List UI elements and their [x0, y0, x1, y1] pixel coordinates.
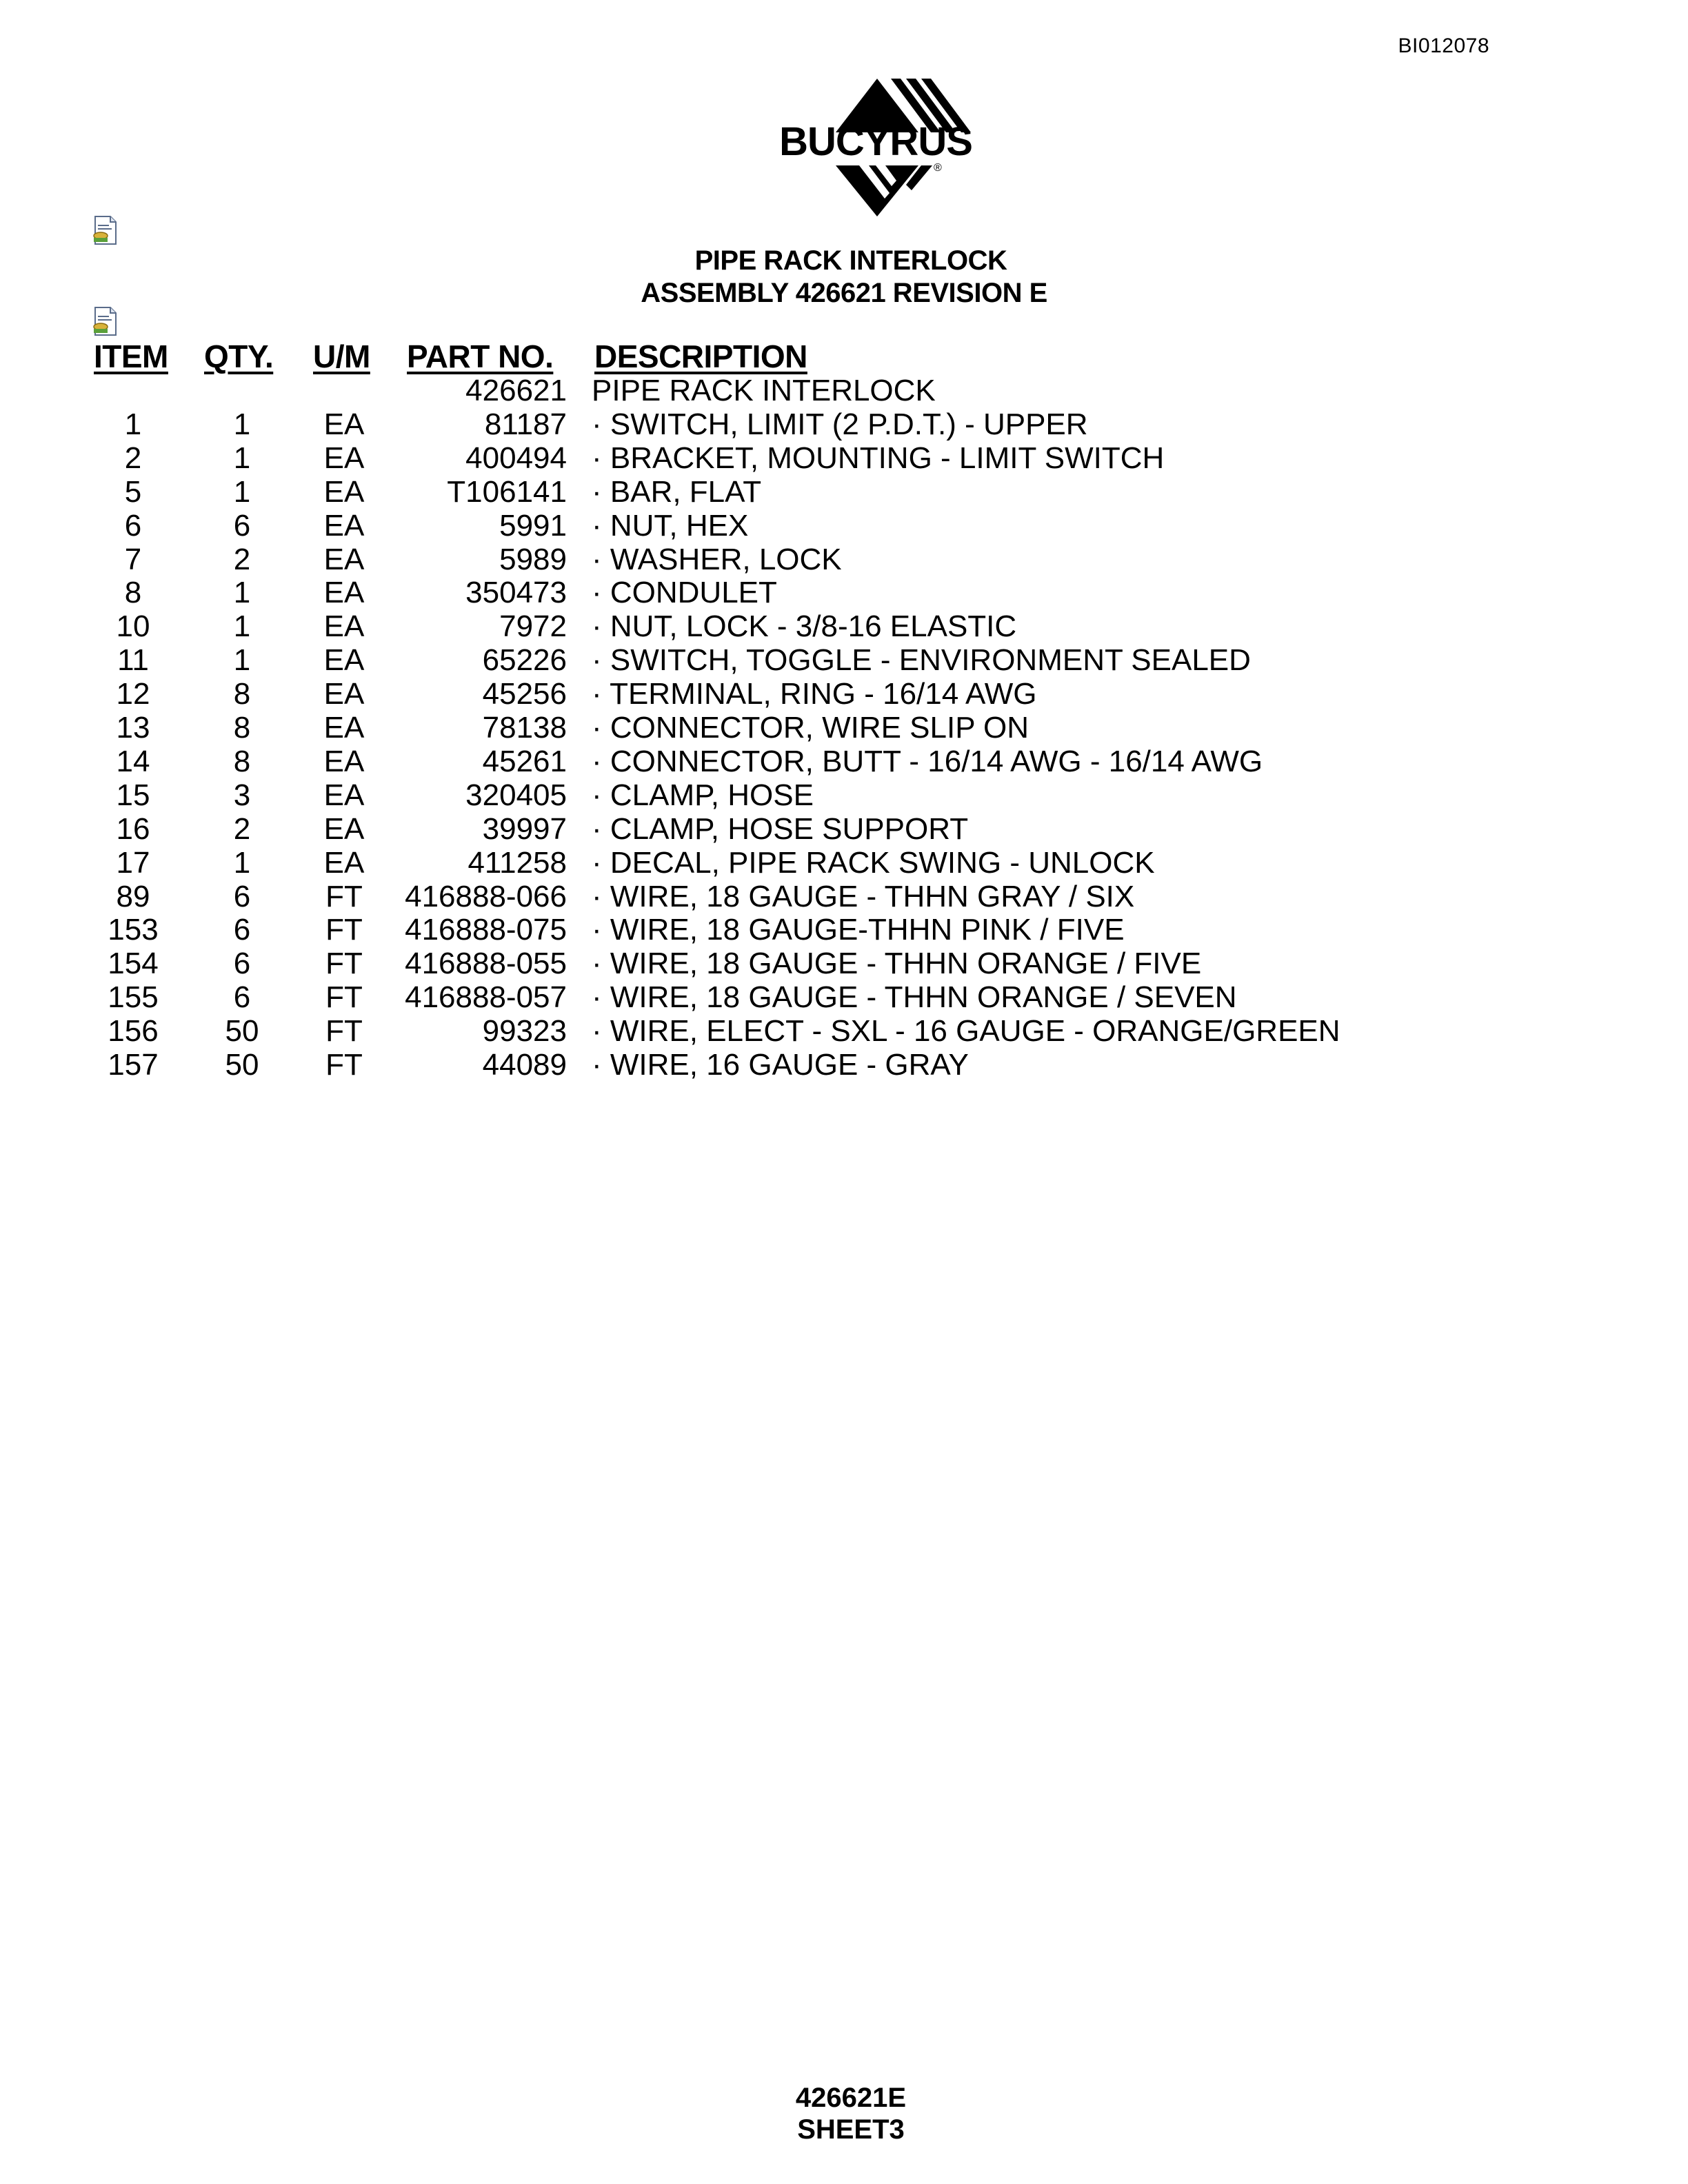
part-number-cell: 65226	[482, 643, 567, 678]
table-row	[0, 711, 1688, 745]
qty-cell: 8	[233, 677, 251, 711]
um-cell: EA	[323, 508, 365, 543]
description-cell: · TERMINAL, RING - 16/14 AWG	[592, 677, 1037, 711]
table-row	[0, 509, 1688, 543]
description-cell: PIPE RACK INTERLOCK	[592, 374, 936, 407]
part-number-cell: 416888-075	[405, 913, 567, 947]
um-cell: EA	[323, 407, 365, 441]
description-cell: · WIRE, 18 GAUGE - THHN GRAY / SIX	[592, 879, 1135, 913]
um-cell: EA	[323, 542, 365, 576]
qty-cell: 1	[233, 407, 251, 441]
qty-cell: 2	[233, 542, 251, 576]
um-cell: EA	[323, 441, 365, 475]
part-number-cell: T106141	[447, 474, 567, 509]
description-cell: · NUT, LOCK - 3/8-16 ELASTIC	[592, 609, 1017, 644]
part-number-cell: 78138	[482, 711, 567, 745]
description-cell: · CONNECTOR, WIRE SLIP ON	[592, 711, 1029, 745]
part-number-cell: 45256	[482, 677, 567, 711]
um-cell: EA	[323, 643, 365, 678]
qty-cell: 8	[233, 744, 251, 778]
part-number-cell: 5991	[499, 508, 567, 543]
table-row	[0, 677, 1688, 711]
document-icon[interactable]	[91, 215, 119, 245]
table-row	[0, 913, 1688, 947]
item-cell: 6	[124, 508, 142, 543]
qty-cell: 6	[233, 947, 251, 981]
item-cell: 2	[124, 441, 142, 475]
description-cell: · CLAMP, HOSE	[592, 778, 814, 812]
description-cell: · WIRE, 18 GAUGE-THHN PINK / FIVE	[592, 913, 1125, 947]
table-row	[0, 812, 1688, 846]
qty-cell: 6	[233, 913, 251, 947]
table-row	[0, 980, 1688, 1014]
description-cell: · SWITCH, TOGGLE - ENVIRONMENT SEALED	[592, 643, 1251, 678]
description-cell: · CONDULET	[592, 576, 777, 610]
table-row	[0, 778, 1688, 812]
header-part-no: PART NO.	[407, 338, 554, 374]
title-line-1: PIPE RACK INTERLOCK	[694, 245, 1007, 276]
um-cell: FT	[325, 1014, 363, 1049]
part-number-cell: 416888-055	[405, 947, 567, 981]
um-cell: EA	[323, 845, 365, 880]
um-cell: FT	[325, 1048, 363, 1082]
item-cell: 13	[116, 711, 150, 745]
qty-cell: 8	[233, 711, 251, 745]
part-number-cell: 7972	[499, 609, 567, 644]
item-cell: 1	[124, 407, 142, 441]
table-row	[0, 947, 1688, 980]
description-cell: · CONNECTOR, BUTT - 16/14 AWG - 16/14 AWG	[592, 744, 1263, 778]
item-cell: 5	[124, 474, 142, 509]
part-number-cell: 416888-057	[405, 980, 567, 1015]
qty-cell: 1	[233, 576, 251, 610]
logo-wordmark: BUCYRUS	[779, 119, 972, 164]
part-number-cell: 426621	[465, 374, 567, 407]
description-cell: · WASHER, LOCK	[592, 542, 842, 576]
um-cell: FT	[325, 913, 363, 947]
header-item: ITEM	[94, 338, 168, 374]
title-line-2: ASSEMBLY 426621 REVISION E	[641, 278, 1047, 308]
description-cell: · WIRE, 16 GAUGE - GRAY	[592, 1048, 969, 1082]
part-number-cell: 5989	[499, 542, 567, 576]
part-number-cell: 416888-066	[405, 879, 567, 913]
qty-cell: 1	[233, 441, 251, 475]
item-cell: 16	[116, 811, 150, 846]
qty-cell: 50	[225, 1048, 259, 1082]
table-row	[0, 576, 1688, 609]
qty-cell: 1	[233, 643, 251, 678]
part-number-cell: 39997	[482, 811, 567, 846]
header-description: DESCRIPTION	[594, 338, 807, 374]
item-cell: 155	[108, 980, 159, 1015]
qty-cell: 1	[233, 845, 251, 880]
footer-sheet-label: SHEET3	[797, 2114, 905, 2145]
part-number-cell: 350473	[465, 576, 567, 610]
um-cell: EA	[323, 677, 365, 711]
part-number-cell: 45261	[482, 744, 567, 778]
um-cell: EA	[323, 711, 365, 745]
header-qty: QTY.	[204, 338, 274, 374]
item-cell: 12	[116, 677, 150, 711]
table-row	[0, 1048, 1688, 1082]
um-cell: EA	[323, 811, 365, 846]
footer-drawing-number: 426621E	[795, 2083, 907, 2113]
part-number-cell: 400494	[465, 441, 567, 475]
item-cell: 15	[116, 778, 150, 812]
um-cell: FT	[325, 879, 363, 913]
table-row	[0, 543, 1688, 576]
header-um: U/M	[313, 338, 370, 374]
description-cell: · NUT, HEX	[592, 508, 749, 543]
part-number-cell: 411258	[468, 845, 567, 880]
table-row	[0, 407, 1688, 441]
item-cell: 157	[108, 1048, 159, 1082]
um-cell: FT	[325, 980, 363, 1015]
qty-cell: 1	[233, 474, 251, 509]
description-cell: · BAR, FLAT	[592, 474, 762, 509]
item-cell: 8	[124, 576, 142, 610]
part-number-cell: 320405	[465, 778, 567, 812]
part-number-cell: 44089	[482, 1048, 567, 1082]
um-cell: EA	[323, 778, 365, 812]
document-id: BI012078	[1398, 34, 1489, 57]
item-cell: 11	[117, 643, 149, 678]
um-cell: EA	[323, 474, 365, 509]
item-cell: 89	[116, 879, 150, 913]
um-cell: EA	[323, 576, 365, 610]
qty-cell: 6	[233, 508, 251, 543]
item-cell: 154	[108, 947, 159, 981]
table-row	[0, 745, 1688, 778]
description-cell: · CLAMP, HOSE SUPPORT	[592, 811, 969, 846]
part-number-cell: 99323	[482, 1014, 567, 1049]
table-row	[0, 1014, 1688, 1048]
item-cell: 17	[116, 845, 150, 880]
item-cell: 153	[108, 913, 159, 947]
qty-cell: 6	[233, 980, 251, 1015]
table-row	[0, 643, 1688, 677]
table-row	[0, 475, 1688, 509]
description-cell: · WIRE, ELECT - SXL - 16 GAUGE - ORANGE/GREEN	[592, 1014, 1340, 1049]
item-cell: 156	[108, 1014, 159, 1049]
description-cell: · SWITCH, LIMIT (2 P.D.T.) - UPPER	[592, 407, 1088, 441]
qty-cell: 3	[233, 778, 251, 812]
um-cell: FT	[325, 947, 363, 981]
description-cell: · DECAL, PIPE RACK SWING - UNLOCK	[592, 845, 1155, 880]
table-row	[0, 374, 1688, 407]
um-cell: EA	[323, 609, 365, 644]
description-cell: · BRACKET, MOUNTING - LIMIT SWITCH	[592, 441, 1165, 475]
table-row	[0, 609, 1688, 643]
qty-cell: 2	[233, 811, 251, 846]
item-cell: 14	[116, 744, 150, 778]
qty-cell: 1	[233, 609, 251, 644]
table-row	[0, 441, 1688, 475]
sheet-footer	[0, 2082, 1688, 2145]
qty-cell: 6	[233, 879, 251, 913]
table-row	[0, 880, 1688, 913]
logo-registered-mark: ®	[934, 162, 942, 174]
description-cell: · WIRE, 18 GAUGE - THHN ORANGE / SEVEN	[592, 980, 1237, 1015]
item-cell: 10	[116, 609, 150, 644]
bucyrus-logo	[758, 74, 993, 219]
qty-cell: 50	[225, 1014, 259, 1049]
assembly-title	[0, 245, 1688, 310]
description-cell: · WIRE, 18 GAUGE - THHN ORANGE / FIVE	[592, 947, 1202, 981]
table-row	[0, 846, 1688, 880]
part-number-cell: 81187	[484, 407, 567, 441]
um-cell: EA	[323, 744, 365, 778]
document-icon[interactable]	[91, 306, 119, 336]
item-cell: 7	[124, 542, 142, 576]
